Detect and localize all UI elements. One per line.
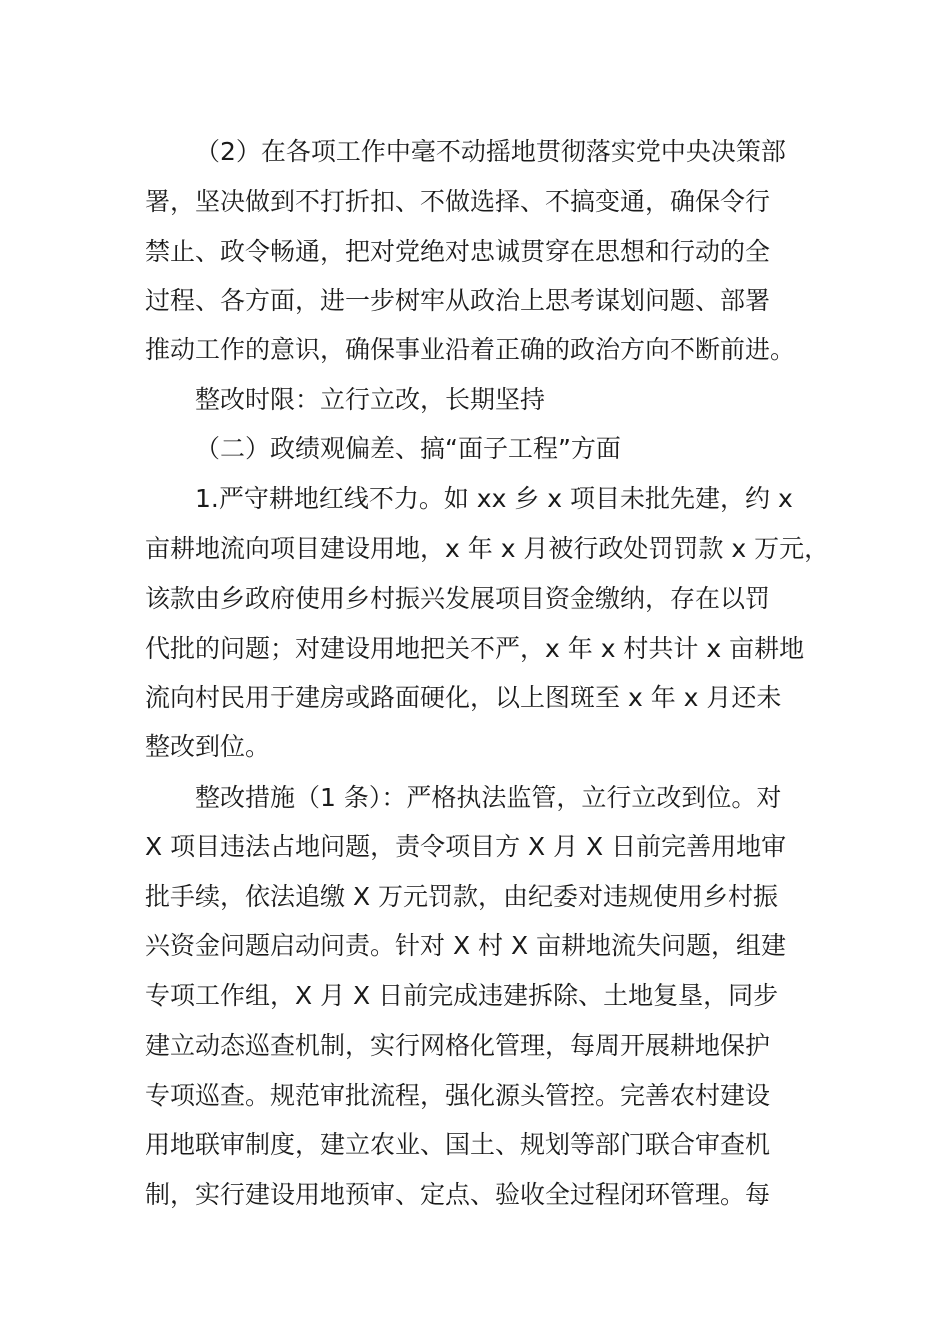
paragraph-line-4: 过程、各方面，进一步树牢从政治上思考谋划问题、部署: [145, 286, 771, 315]
issue-line-6: 整改到位。: [145, 732, 271, 761]
measure-line-1: 整改措施（1 条）：严格执法监管，立行立改到位。对: [195, 783, 782, 812]
measure-line-7: 专项巡查。规范审批流程，强化源头管控。完善农村建设: [145, 1081, 771, 1110]
measure-line-3: 批手续，依法追缴 X 万元罚款，由纪委对违规使用乡村振: [145, 882, 779, 911]
measure-line-4: 兴资金问题启动问责。针对 X 村 X 亩耕地流失问题，组建: [145, 931, 787, 960]
issue-line-4: 代批的问题；对建设用地把关不严，x 年 x 村共计 x 亩耕地: [145, 634, 805, 663]
paragraph-line-5: 推动工作的意识，确保事业沿着正确的政治方向不断前进。: [145, 335, 796, 364]
issue-line-1: 1.严守耕地红线不力。如 xx 乡 x 项目未批先建，约 x: [195, 484, 793, 513]
issue-line-5: 流向村民用于建房或路面硬化，以上图斑至 x 年 x 月还未: [145, 683, 782, 712]
section-heading: （二）政绩观偏差、搞“面子工程”方面: [195, 434, 621, 463]
issue-line-3: 该款由乡政府使用乡村振兴发展项目资金缴纳，存在以罚: [145, 584, 771, 613]
measure-line-2: X 项目违法占地问题，责令项目方 X 月 X 日前完善用地审: [145, 832, 787, 861]
rectification-deadline: 整改时限：立行立改，长期坚持: [195, 385, 546, 414]
paragraph-line-1: （2）在各项工作中毫不动摇地贯彻落实党中央决策部: [195, 137, 786, 166]
measure-line-6: 建立动态巡查机制，实行网格化管理，每周开展耕地保护: [145, 1031, 771, 1060]
issue-line-2: 亩耕地流向项目建设用地，x 年 x 月被行政处罚罚款 x 万元，: [145, 534, 830, 563]
paragraph-line-3: 禁止、政令畅通，把对党绝对忠诚贯穿在思想和行动的全: [145, 237, 771, 266]
measure-line-8: 用地联审制度，建立农业、国土、规划等部门联合审查机: [145, 1130, 771, 1159]
paragraph-line-2: 署，坚决做到不打折扣、不做选择、不搞变通，确保令行: [145, 187, 771, 216]
measure-line-5: 专项工作组，X 月 X 日前完成违建拆除、土地复垦，同步: [145, 981, 779, 1010]
measure-line-9: 制，实行建设用地预审、定点、验收全过程闭环管理。每: [145, 1180, 771, 1209]
